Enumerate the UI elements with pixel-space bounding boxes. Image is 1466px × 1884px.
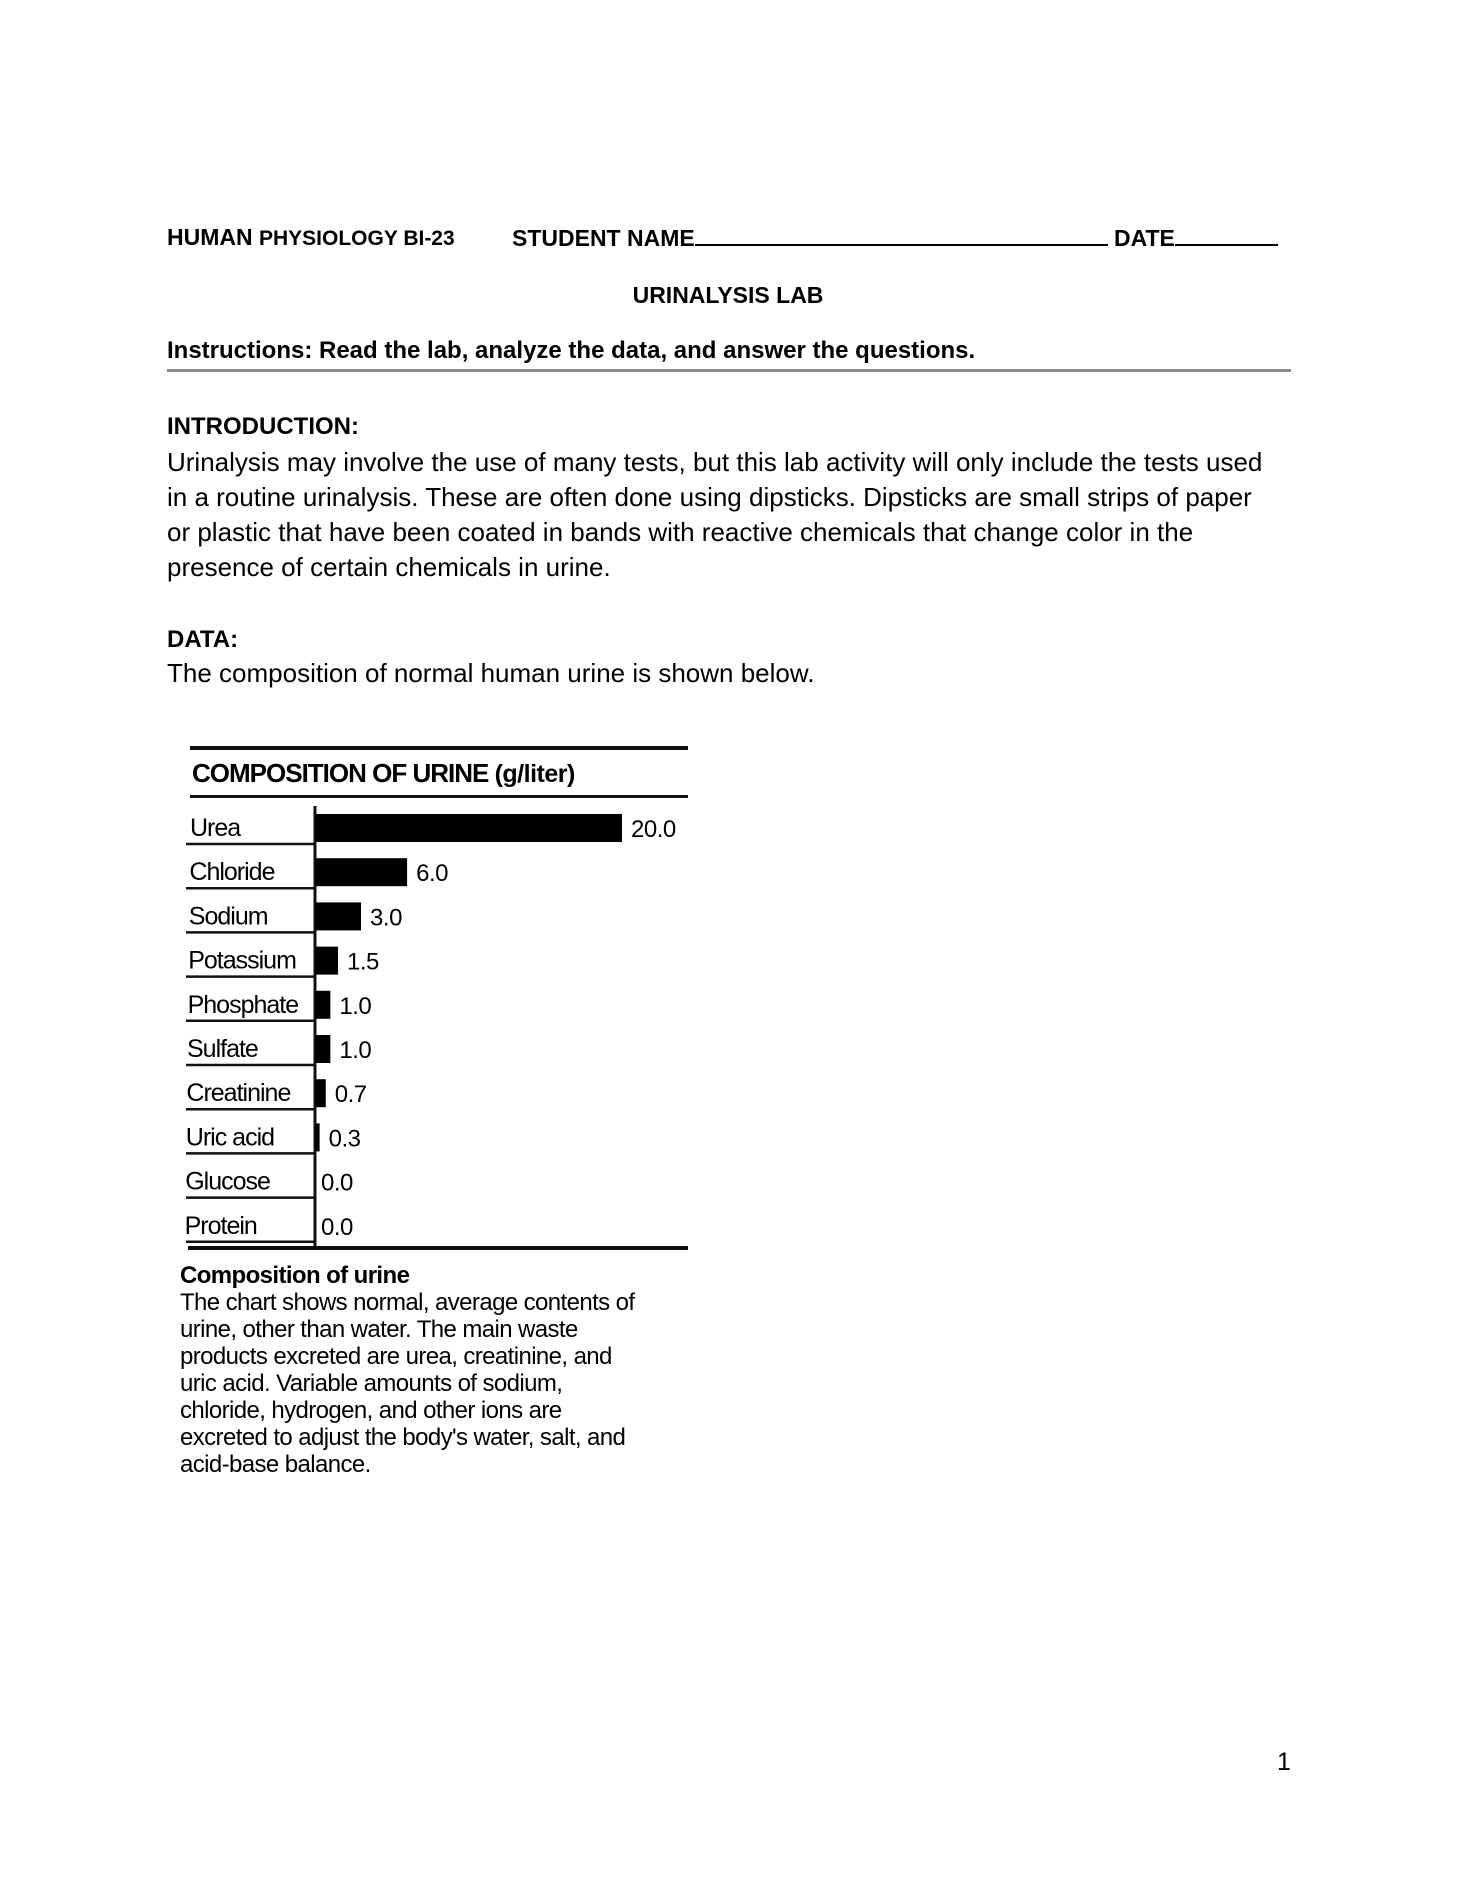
urine-composition-figure <box>170 740 700 1500</box>
value-label-sulfate: 1.0 <box>339 1037 372 1064</box>
horizontal-rule <box>167 369 1291 372</box>
bar-sodium <box>315 902 361 930</box>
instructions: Instructions: Read the lab, analyze the data, and answer the questions. <box>167 337 976 364</box>
page-number: 1 <box>1277 1748 1291 1776</box>
course-title: HUMAN PHYSIOLOGY BI-23 <box>167 224 455 250</box>
date-field: DATE <box>1114 224 1278 252</box>
lab-title: URINALYSIS LAB <box>632 282 824 308</box>
category-label-potassium: Potassium <box>188 946 296 975</box>
bar-uric-acid <box>315 1123 320 1151</box>
composition-bar-chart <box>170 740 700 1250</box>
value-label-creatinine: 0.7 <box>334 1081 367 1109</box>
category-label-chloride: Chloride <box>189 858 275 887</box>
value-label-protein: 0.0 <box>321 1213 353 1241</box>
data-heading: DATA: <box>167 626 239 653</box>
value-label-sodium: 3.0 <box>370 904 402 932</box>
figure-caption: Composition of urine The chart shows normal, average contents of urine, other than water. The main waste products excreted are urea, creatinine, and uric acid. Variable amounts of sodium, chloride, hydrogen, and other ions are excreted to adjust the body's water, salt, and acid-base balance. <box>180 1262 635 1478</box>
introduction-text: Urinalysis may involve the use of many tests, but this lab activity will only include the tests used in a routine urinalysis. These are often done using dipsticks. Dipsticks are small strips of paper or plastic that have been coated in bands with reactive chemicals that change color in the presence of certain chemicals in urine. <box>167 447 1263 582</box>
value-label-potassium: 1.5 <box>347 948 379 976</box>
value-label-glucose: 0.0 <box>321 1169 353 1197</box>
introduction-heading: INTRODUCTION: <box>167 413 359 440</box>
category-label-sodium: Sodium <box>188 902 268 931</box>
student-name-field: STUDENT NAME <box>512 224 1108 252</box>
category-label-phosphate: Phosphate <box>187 990 299 1019</box>
value-label-chloride: 6.0 <box>416 860 448 888</box>
date-blank[interactable] <box>1175 224 1278 246</box>
bar-chloride <box>315 858 407 886</box>
category-label-glucose: Glucose <box>185 1167 270 1196</box>
bar-sulfate <box>315 1035 330 1063</box>
bar-phosphate <box>315 991 330 1019</box>
category-label-urea: Urea <box>190 814 241 842</box>
category-label-protein: Protein <box>184 1211 257 1240</box>
bar-potassium <box>315 947 338 975</box>
value-label-urea: 20.0 <box>631 816 676 843</box>
chart-title: COMPOSITION OF URINE (g/liter) <box>192 758 575 788</box>
bar-urea <box>315 814 622 842</box>
figure-bottom-rule <box>188 1246 688 1250</box>
category-label-sulfate: Sulfate <box>187 1035 258 1063</box>
value-label-uric-acid: 0.3 <box>328 1125 361 1153</box>
value-label-phosphate: 1.0 <box>339 992 372 1020</box>
bar-creatinine <box>315 1079 326 1107</box>
data-text: The composition of normal human urine is shown below. <box>167 658 815 688</box>
student-name-blank[interactable] <box>695 224 1108 246</box>
category-label-creatinine: Creatinine <box>186 1079 291 1108</box>
category-label-uric-acid: Uric acid <box>185 1123 275 1152</box>
